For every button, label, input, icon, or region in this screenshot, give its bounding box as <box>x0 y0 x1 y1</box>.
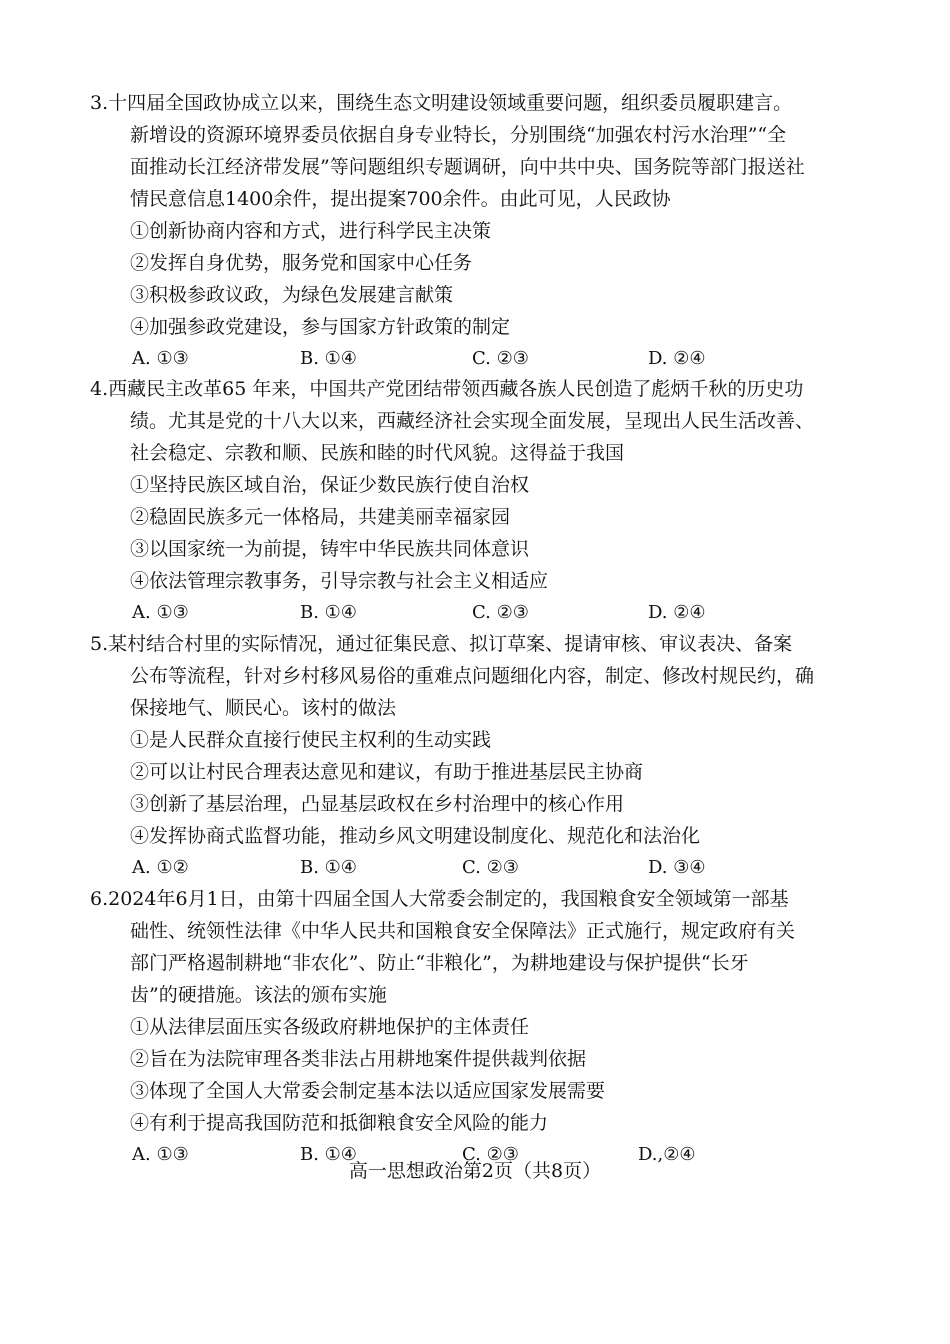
option-1: ①从法律层面压实各级政府耕地保护的主体责任 <box>130 1016 530 1038</box>
stem-line: 齿”的硬措施。该法的颁布实施 <box>130 984 387 1006</box>
option-2: ②稳固民族多元一体格局，共建美丽幸福家园 <box>130 506 511 528</box>
question-stem <box>90 87 858 215</box>
answer-d: D.,②④ <box>638 1144 696 1165</box>
stem-line: 新增设的资源环境界委员依据自身专业特长，分别围绕“加强农村污水治理”“全 <box>130 124 787 146</box>
answer-c: C. ②③ <box>462 1144 519 1165</box>
answer-c: C. ②③ <box>472 348 529 369</box>
option-3: ③创新了基层治理，凸显基层政权在乡村治理中的核心作用 <box>130 793 625 815</box>
answer-a: A. ①③ <box>132 348 189 369</box>
stem-line: 4.西藏民主改革65 年来，中国共产党团结带领西藏各族人民创造了彪炳千秋的历史功 <box>90 378 804 400</box>
question-stem <box>90 628 858 724</box>
answer-c: C. ②③ <box>472 602 529 623</box>
answer-b: B. ①④ <box>300 857 357 878</box>
option-1: ①创新协商内容和方式，进行科学民主决策 <box>130 220 492 242</box>
answer-choices <box>98 597 858 629</box>
stem-line: 公布等流程，针对乡村移风易俗的重难点问题细化内容，制定、修改村规民约，确 <box>130 665 815 687</box>
question-3 <box>90 87 858 375</box>
option-3: ③体现了全国人大常委会制定基本法以适应国家发展需要 <box>130 1080 606 1102</box>
option-2: ②可以让村民合理表达意见和建议，有助于推进基层民主协商 <box>130 761 644 783</box>
option-1: ①是人民群众直接行使民主权利的生动实践 <box>130 729 492 751</box>
option-4: ④加强参政党建设，参与国家方针政策的制定 <box>130 316 511 338</box>
stem-line: 3.十四届全国政协成立以来，围绕生态文明建设领域重要问题，组织委员履职建言。 <box>90 92 793 114</box>
option-4: ④依法管理宗教事务，引导宗教与社会主义相适应 <box>130 570 549 592</box>
question-5 <box>90 628 858 884</box>
answer-b: B. ①④ <box>300 602 357 623</box>
option-2: ②发挥自身优势，服务党和国家中心任务 <box>130 252 473 274</box>
answer-a: A. ①③ <box>132 1144 189 1165</box>
stem-line: 情民意信息1400余件，提出提案700余件。由此可见，人民政协 <box>130 188 671 210</box>
answer-choices <box>98 343 858 375</box>
page-footer: 高一思想政治第2页（共8页） <box>348 1160 602 1182</box>
stem-line: 5.某村结合村里的实际情况，通过征集民意、拟订草案、提请审核、审议表决、备案 <box>90 633 793 655</box>
answer-a: A. ①③ <box>132 602 189 623</box>
answer-b: B. ①④ <box>300 348 357 369</box>
stem-line: 绩。尤其是党的十八大以来，西藏经济社会实现全面发展，呈现出人民生活改善、 <box>130 410 815 432</box>
question-stem <box>90 883 858 1011</box>
stem-line: 面推动长江经济带发展”等问题组织专题调研，向中共中央、国务院等部门报送社 <box>130 156 805 178</box>
option-3: ③积极参政议政，为绿色发展建言献策 <box>130 284 454 306</box>
option-4: ④发挥协商式监督功能，推动乡风文明建设制度化、规范化和法治化 <box>130 825 701 847</box>
stem-line: 部门严格遏制耕地“非农化”、防止“非粮化”，为耕地建设与保护提供“长牙 <box>130 952 749 974</box>
question-4 <box>90 373 858 629</box>
question-6 <box>90 883 858 1171</box>
answer-d: D. ②④ <box>648 348 706 369</box>
answer-choices <box>98 852 858 884</box>
stem-line: 保接地气、顺民心。该村的做法 <box>130 697 397 719</box>
option-3: ③以国家统一为前提，铸牢中华民族共同体意识 <box>130 538 530 560</box>
stem-line: 社会稳定、宗教和顺、民族和睦的时代风貌。这得益于我国 <box>130 442 625 464</box>
option-4: ④有利于提高我国防范和抵御粮食安全风险的能力 <box>130 1112 549 1134</box>
stem-line: 础性、统领性法律《中华人民共和国粮食安全保障法》正式施行，规定政府有关 <box>130 920 796 942</box>
answer-a: A. ①② <box>132 857 189 878</box>
answer-b: B. ①④ <box>300 1144 357 1165</box>
stem-line: 6.2024年6月1日，由第十四届全国人大常委会制定的，我国粮食安全领域第一部基 <box>90 888 789 910</box>
option-1: ①坚持民族区域自治，保证少数民族行使自治权 <box>130 474 530 496</box>
question-stem <box>90 373 858 469</box>
answer-c: C. ②③ <box>462 857 519 878</box>
answer-d: D. ③④ <box>648 857 706 878</box>
option-2: ②旨在为法院审理各类非法占用耕地案件提供裁判依据 <box>130 1048 587 1070</box>
answer-d: D. ②④ <box>648 602 706 623</box>
